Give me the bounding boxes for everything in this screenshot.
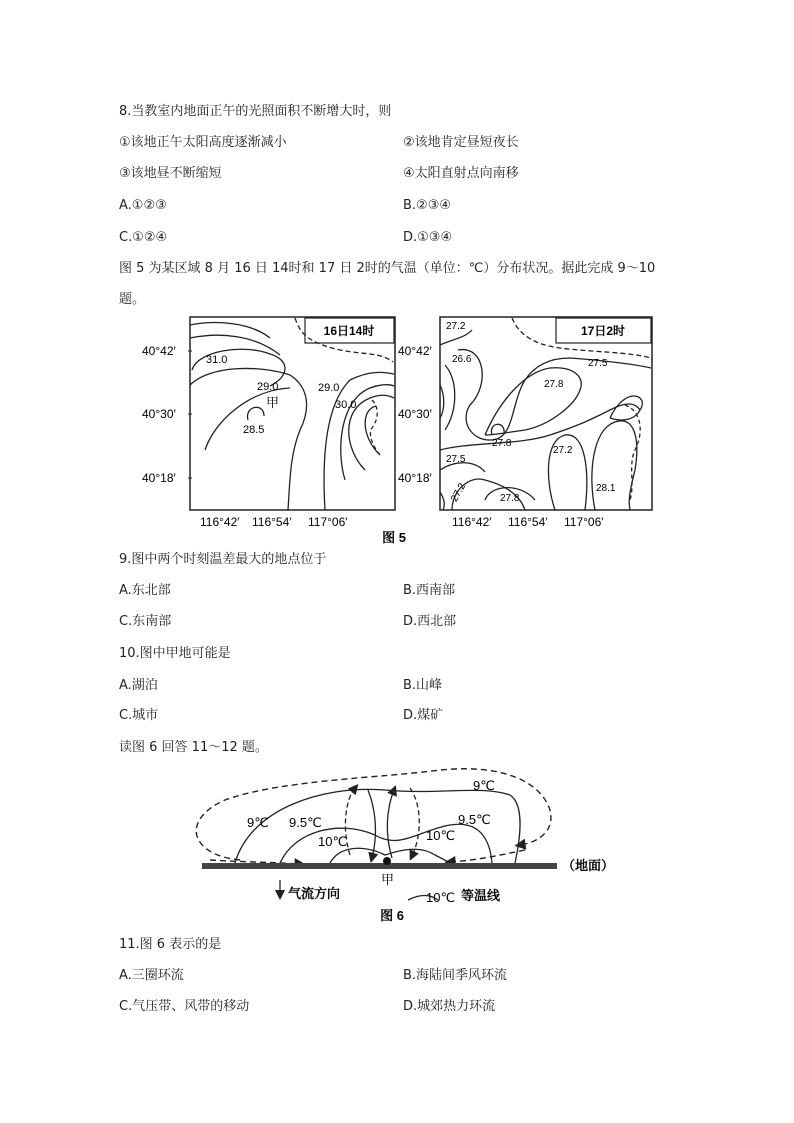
label-27-8-bottom: 27.8: [500, 493, 520, 504]
lon-116-42-right: 116°42′: [452, 515, 492, 529]
q10-option-b: B.山峰: [403, 678, 443, 693]
lat-40-30-left: 40°30′: [142, 407, 176, 421]
figure-5-isotherm-maps: [140, 310, 660, 550]
q9-stem: 9.图中两个时刻温差最大的地点位于: [119, 552, 327, 567]
q9-option-c: C.东南部: [119, 614, 172, 629]
q10-stem: 10.图中甲地可能是: [119, 646, 231, 661]
isotherm: [440, 404, 640, 450]
airflow-arrow-down-right: [410, 788, 419, 856]
label-31: 31.0: [206, 354, 228, 366]
label-29-left: 29.0: [257, 381, 279, 393]
map-16th-14h: [190, 317, 395, 510]
legend-isotherm-value: 10℃: [426, 890, 456, 905]
airflow-arrow-ground-right: [450, 850, 525, 862]
q8-option-d: D.①③④: [403, 230, 453, 245]
lon-116-54-right: 116°54′: [508, 515, 548, 529]
airflow-arrow-up-right: [387, 790, 394, 858]
isotherm: [190, 335, 280, 355]
map-title-17th: 17日2时: [580, 324, 626, 338]
label-27-5-top: 27.5: [588, 358, 608, 369]
q8-statement-4: ④太阳直射点向南移: [403, 166, 519, 181]
q10-option-d: D.煤矿: [403, 708, 444, 723]
q11-option-c: C.气压带、风带的移动: [119, 999, 250, 1014]
legend-airflow: 气流方向: [288, 886, 341, 901]
q9-option-d: D.西北部: [403, 614, 457, 629]
lon-117-06-left: 117°06′: [308, 515, 348, 529]
label-27-2-bottom: 27.2: [449, 481, 469, 504]
q8-stem: 8.当教室内地面正午的光照面积不断增大时，则: [119, 104, 392, 119]
q11-stem: 11.图 6 表示的是: [119, 937, 222, 952]
q8-option-c: C.①②④: [119, 230, 168, 245]
label-27-5-left: 27.5: [446, 454, 466, 465]
fig5-intro-line2: 题。: [119, 292, 146, 307]
label-27-2-center: 27.2: [553, 445, 573, 456]
label-26-6: 26.6: [452, 354, 472, 365]
lat-40-18-right: 40°18′: [398, 471, 432, 485]
label-27-8-left: 27.8: [492, 438, 512, 449]
label-jia-fig5: 甲: [266, 395, 280, 410]
q8-statement-2: ②该地肯定昼短夜长: [403, 135, 519, 150]
q11-option-b: B.海陆间季风环流: [403, 968, 508, 983]
q8-statement-1: ①该地正午太阳高度逐渐减小: [119, 135, 287, 150]
label-30: 30.0: [335, 399, 357, 411]
label-10c-right: 10℃: [426, 828, 456, 843]
lon-117-06-right: 117°06′: [564, 515, 604, 529]
label-ground: （地面）: [562, 858, 615, 873]
isotherm: [458, 350, 651, 440]
lon-116-42-left: 116°42′: [200, 515, 240, 529]
label-9c-right: 9℃: [473, 778, 495, 793]
map-17th-2h: [440, 317, 652, 510]
fig6-intro: 读图 6 回答 11～12 题。: [119, 740, 268, 755]
isotherm-28-5: [247, 407, 264, 420]
q8-option-b: B.②③④: [403, 198, 452, 213]
label-9-5c-left: 9.5℃: [289, 815, 322, 830]
lat-40-42-left: 40°42′: [142, 344, 176, 358]
lat-40-18-left: 40°18′: [142, 471, 176, 485]
q10-option-a: A.湖泊: [119, 678, 158, 693]
q9-option-b: B.西南部: [403, 583, 456, 598]
figure-6-caption: 图 6: [380, 908, 404, 923]
isotherm: [440, 330, 472, 345]
ground-bar: [202, 863, 557, 869]
lat-40-42-right: 40°42′: [398, 344, 432, 358]
q9-option-a: A.东北部: [119, 583, 171, 598]
figure-5-caption: 图 5: [382, 530, 406, 545]
label-28-5: 28.5: [243, 424, 265, 436]
q11-option-a: A.三圈环流: [119, 968, 184, 983]
q11-option-d: D.城郊热力环流: [403, 999, 496, 1014]
isotherm-29-left: [190, 368, 307, 510]
map-title-16th: 16日14时: [323, 324, 375, 338]
label-9c-left: 9℃: [247, 815, 269, 830]
label-10c-left: 10℃: [318, 834, 348, 849]
label-27-8-upper: 27.8: [544, 379, 564, 390]
point-jia: [383, 857, 391, 865]
q10-option-c: C.城市: [119, 708, 159, 723]
label-29-right: 29.0: [318, 382, 340, 394]
legend-isotherm: 等温线: [461, 888, 501, 903]
fig5-intro-line1: 图 5 为某区域 8 月 16 日 14时和 17 日 2时的气温（单位：℃）分布状况。据此完成 9～10: [119, 261, 656, 276]
figure-6-circulation: [180, 760, 630, 930]
lat-40-30-right: 40°30′: [398, 407, 432, 421]
q8-option-a: A.①②③: [119, 198, 167, 213]
label-28-1: 28.1: [596, 483, 616, 494]
isotherm: [445, 365, 455, 430]
lon-116-54-left: 116°54′: [252, 515, 292, 529]
q8-statement-3: ③该地昼不断缩短: [119, 166, 222, 181]
label-jia-fig6: 甲: [381, 872, 395, 887]
isotherm-28-1: [592, 421, 637, 510]
airflow-arrow-down-left: [368, 790, 375, 858]
label-27-2-top: 27.2: [446, 321, 466, 332]
label-9-5c-right: 9.5℃: [458, 812, 491, 827]
